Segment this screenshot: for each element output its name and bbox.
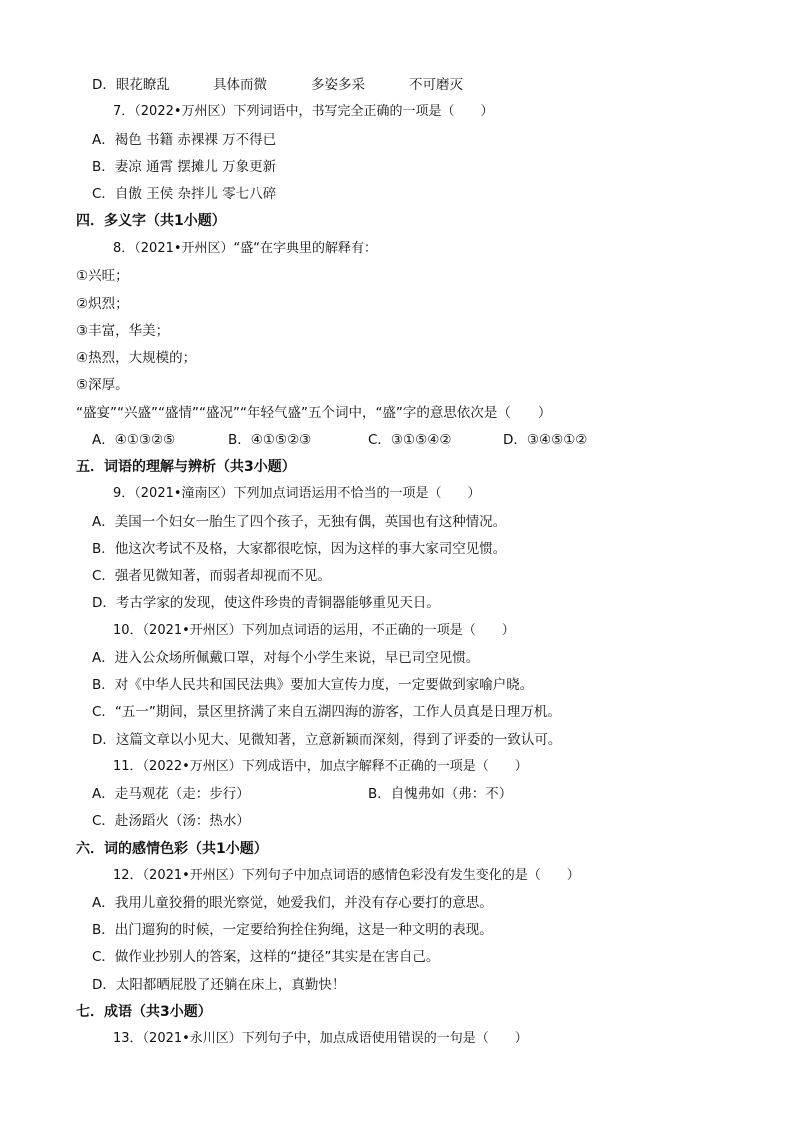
definition-4: ④热烈，大规模的； xyxy=(76,350,197,366)
option-a: A．进入公众场所佩戴口罩，对每个小学生来说，早已司空见惯。 xyxy=(92,650,480,666)
question-8-prompt: “盛宴”“兴盛”“盛情”“盛况”“年轻气盛”五个词中，“盛”字的意思依次是（ ） xyxy=(76,405,552,421)
section-heading-6: 六．词的感情色彩（共1小题） xyxy=(76,841,268,857)
section-heading-5: 五．词语的理解与辨析（共3小题） xyxy=(76,459,296,475)
option-c: C．“五一”期间，景区里挤满了来自五湖四海的游客，工作人员真是日理万机。 xyxy=(92,704,561,720)
question-9: 9．（2021•潼南区）下列加点词语运用不恰当的一项是（ ） xyxy=(113,486,481,501)
option-c: C．强者见微知著，而弱者却视而不见。 xyxy=(92,568,331,584)
option-a: A．褐色 书籍 赤裸裸 万不得已 xyxy=(92,132,277,148)
question-7: 7．（2022•万州区）下列词语中，书写完全正确的一项是（ ） xyxy=(113,104,494,119)
question-12: 12．（2021•开州区）下列句子中加点词语的感情色彩没有发生变化的是（ ） xyxy=(113,868,580,883)
option-b: B．他这次考试不及格，大家都很吃惊，因为这样的事大家司空见惯。 xyxy=(92,541,507,557)
option-c: C．自傲 王侯 杂拌儿 零七八碎 xyxy=(92,186,277,202)
definition-3: ③丰富，华美； xyxy=(76,323,170,339)
option-a: A．美国一个妇女一胎生了四个孩子，无独有偶，英国也有这种情况。 xyxy=(92,514,507,530)
option-c: C．③①⑤④② xyxy=(368,432,452,448)
section-heading-4: 四．多义字（共1小题） xyxy=(76,213,226,229)
option-b: B．出门遛狗的时候，一定要给狗拴住狗绳，这是一种文明的表现。 xyxy=(92,922,493,938)
option-d: D．③④⑤①② xyxy=(503,432,588,448)
definition-5: ⑤深厚。 xyxy=(76,377,129,393)
option-b: B．自愧弗如（弗：不） xyxy=(368,786,513,802)
question-10: 10．（2021•开州区）下列加点词语的运用，不正确的一项是（ ） xyxy=(113,623,515,638)
option-c: C．做作业抄别人的答案，这样的“捷径”其实是在害自己。 xyxy=(92,949,440,965)
option-a: A．我用儿童狡猾的眼光察觉，她爱我们，并没有存心要打的意思。 xyxy=(92,895,493,911)
section-heading-7: 七．成语（共3小题） xyxy=(76,1004,212,1020)
option-b: B．④①⑤②③ xyxy=(228,432,312,448)
question-13: 13．（2021•永川区）下列句子中，加点成语使用错误的一句是（ ） xyxy=(113,1031,528,1046)
question-8: 8．（2021•开州区）“盛“在字典里的解释有： xyxy=(113,241,377,256)
option-d: D．考古学家的发现，使这件珍贵的青铜器能够重见天日。 xyxy=(92,595,440,611)
option-b: B．妻凉 通霄 摆摊儿 万象更新 xyxy=(92,159,277,175)
option-d: D．这篇文章以小见大、见微知著，立意新颖而深刻，得到了评委的一致认可。 xyxy=(92,732,562,748)
question-11: 11．（2022•万州区）下列成语中，加点字解释不正确的一项是（ ） xyxy=(113,759,528,774)
definition-2: ②炽烈； xyxy=(76,296,129,312)
option-b: B．对《中华人民共和国民法典》要加大宣传力度，一定要做到家喻户晓。 xyxy=(92,677,534,693)
option-c: C．赴汤蹈火（汤：热水） xyxy=(92,813,250,829)
definition-1: ①兴旺； xyxy=(76,268,129,284)
option-a: A．走马观花（走：步行） xyxy=(92,786,250,802)
option-a: A．④①③②⑤ xyxy=(92,432,176,448)
option-d: D．太阳都晒屁股了还躺在床上，真勤快！ xyxy=(92,977,346,993)
